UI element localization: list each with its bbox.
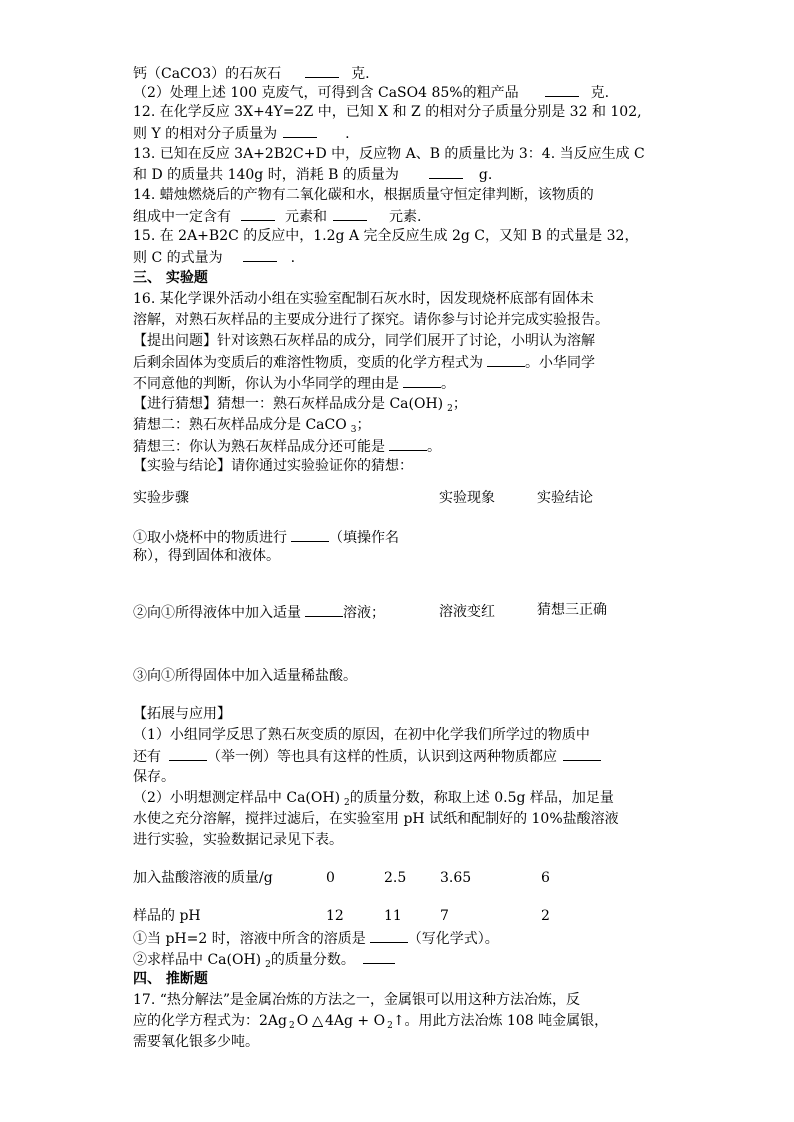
q16-line3: 【提出问题】针对该熟石灰样品的成分，同学们展开了讨论，小明认为溶解: [133, 333, 595, 349]
data-row1-label: 加入盐酸溶液的质量/g: [133, 870, 273, 886]
text: .: [290, 250, 296, 266]
text: （2）小明想测定样品中 Ca(OH): [133, 790, 341, 806]
text: 【进行猜想】猜想一：熟石灰样品成分是 Ca(OH): [133, 396, 444, 412]
subscript: 2: [288, 1021, 295, 1031]
line-q15: [133, 226, 638, 246]
subscript: 2: [387, 1021, 393, 1031]
text: 元素.: [389, 209, 422, 225]
table-header-conclusion: 实验结论: [537, 490, 593, 506]
expand-p1-line2: [133, 746, 601, 767]
text: O: [296, 1013, 309, 1029]
q16-line9: 【实验与结论】请你通过实验验证你的猜想：: [133, 458, 413, 474]
table-row2-phenomenon: 溶液变红: [439, 604, 495, 620]
text: 4Ag + O: [324, 1013, 386, 1029]
text: ①取小烧杯中的物质进行: [133, 530, 287, 546]
text: ；: [356, 417, 371, 433]
expand-p2-line3: 进行实验，实验数据记录见下表。: [133, 832, 343, 848]
text: 猜想三：你认为熟石灰样品成分还可能是: [133, 439, 385, 455]
subscript: 2: [344, 798, 350, 808]
subscript: 3: [350, 425, 357, 435]
section-heading-experiment: 三、 实验题: [133, 270, 208, 286]
q16-line1: 16. 某化学课外活动小组在实验室配制石灰水时，因发现烧杯底部有固体未: [133, 291, 594, 307]
q17-line3: 需要氧化银多少吨。: [133, 1034, 259, 1050]
line-q11-part2: [133, 82, 609, 103]
table-header-steps: 实验步骤: [133, 490, 189, 506]
text: （填操作名: [329, 530, 399, 546]
table-row1-step-cont: 称），得到固体和液体。: [133, 548, 280, 564]
text: 组成中一定含有: [133, 209, 231, 225]
text: 克.: [590, 85, 610, 101]
q16-line8: [133, 436, 441, 457]
data-row2-cell: 12: [326, 908, 344, 924]
text: 12. 在化学反应 3X+4Y=2Z 中，已知 X 和 Z 的相对分子质量分别是 32 和 102,: [133, 104, 642, 120]
text: g.: [478, 167, 493, 183]
text: ；: [452, 396, 467, 412]
text: 克.: [351, 66, 370, 82]
text: 猜想二：熟石灰样品成分是 CaCO: [133, 417, 347, 433]
text: （写化学式）。: [407, 931, 499, 947]
expand-p1-line1: （1）小组同学反思了熟石灰变质的原因，在初中化学我们所学过的物质中: [133, 727, 590, 743]
answer-blank[interactable]: [283, 123, 317, 138]
data-row1-cell: 2.5: [384, 870, 407, 886]
line-q11-part1: [133, 63, 370, 84]
section-heading-inference: 四、 推断题: [133, 971, 208, 987]
q16-line5: [133, 373, 455, 394]
text: 14. 蜡烛燃烧后的产物有二氧化碳和水，根据质量守恒定律判断，该物质的: [133, 187, 594, 203]
text: 则 C 的式量为: [133, 250, 223, 266]
answer-blank[interactable]: [429, 164, 463, 179]
data-row2-cell: 11: [384, 908, 402, 924]
text: .: [345, 126, 350, 142]
line-q13-cont: [133, 164, 492, 185]
text: ①当 pH=2 时，溶液中所含的溶质是: [133, 931, 366, 947]
answer-blank[interactable]: [487, 352, 525, 367]
line-q15-cont: [133, 247, 295, 268]
line-q13: [133, 144, 645, 164]
answer-blank[interactable]: [305, 63, 339, 78]
table-row1-step: [133, 527, 399, 548]
data-row1-cell: 0: [326, 870, 335, 886]
text: 不同意他的判断，你认为小华同学的理由是: [133, 376, 399, 392]
text: （举一例）等也具有这样的性质，认识到这两种物质都应: [207, 749, 557, 765]
text: 和 D 的质量共 140g 时，消耗 B 的质量为: [133, 167, 399, 183]
data-row2-label: 样品的 pH: [133, 908, 201, 924]
answer-blank[interactable]: [291, 527, 329, 542]
text: ②向①所得液体中加入适量: [133, 605, 301, 621]
subscript: 2: [447, 404, 453, 414]
text: 则 Y 的相对分子质量为: [133, 126, 278, 142]
answer-blank[interactable]: [389, 436, 427, 451]
answer-blank[interactable]: [363, 949, 395, 964]
expand-p1-line3: 保存。: [133, 769, 175, 785]
answer-blank[interactable]: [241, 206, 275, 221]
table-row3-step: ③向①所得固体中加入适量稀盐酸。: [133, 668, 357, 684]
text: ②求样品中 Ca(OH): [133, 952, 262, 968]
text: 元素和: [285, 209, 327, 225]
subscript: 2: [265, 960, 271, 970]
text: 。: [441, 376, 455, 392]
expand-p2-line2: 水使之充分溶解，搅拌过滤后，在实验室用 pH 试纸和配制好的 10%盐酸溶液: [133, 811, 619, 827]
text: 的质量分数，称取上述 0.5g 样品，加足量: [349, 790, 614, 806]
text: 13. 已知在反应 3A+2B2C+D 中，反应物 A、B 的质量比为 3：4. 当反应生成 C: [133, 146, 645, 162]
text: （2）处理上述 100 克废气，可得到含 CaSO4 85%的粗产品: [133, 85, 519, 101]
answer-blank[interactable]: [403, 373, 441, 388]
answer-blank[interactable]: [333, 206, 367, 221]
text: 还有: [133, 749, 161, 765]
heat-triangle-icon: △: [312, 1013, 323, 1029]
text: 15. 在 2A+B2C 的反应中，1.2g A 完全反应生成 2g C，又知 B 的式量是 32，: [133, 228, 639, 244]
table-row2-step: [133, 602, 385, 623]
answer-blank[interactable]: [370, 928, 408, 943]
q17-line1: 17. “热分解法”是金属冶炼的方法之一，金属银可以用这种方法冶炼，反: [133, 992, 581, 1008]
expand-title: 【拓展与应用】: [133, 706, 231, 722]
data-row2-cell: 7: [440, 908, 449, 924]
answer-blank[interactable]: [305, 602, 343, 617]
line-q14: [133, 185, 594, 205]
line-q14-cont: [133, 206, 421, 227]
table-row2-conclusion: 猜想三正确: [537, 602, 607, 618]
line-q12-cont: [133, 123, 350, 144]
text: 的质量分数。: [270, 952, 355, 968]
answer-blank[interactable]: [563, 746, 601, 761]
data-row2-cell: 2: [541, 908, 550, 924]
answer-blank[interactable]: [545, 82, 579, 97]
table-header-phenomenon: 实验现象: [439, 490, 495, 506]
answer-blank[interactable]: [243, 247, 277, 262]
text: 。小华同学: [525, 355, 595, 371]
text: 后剩余固体为变质后的难溶性物质，变质的化学方程式为: [133, 355, 483, 371]
text: ↑。用此方法冶炼 108 吨金属银，: [392, 1013, 609, 1029]
text: 。: [427, 439, 441, 455]
after-q1: [133, 928, 499, 949]
text: 溶液；: [343, 605, 385, 621]
q16-line2: 溶解，对熟石灰样品的主要成分进行了探究。请你参与讨论并完成实验报告。: [133, 312, 609, 328]
answer-blank[interactable]: [169, 746, 207, 761]
line-q12: [133, 102, 642, 122]
text: 应的化学方程式为：2Ag: [133, 1013, 287, 1029]
q16-line4: [133, 352, 595, 373]
text: 钙（CaCO3）的石灰石: [133, 66, 282, 82]
data-row1-cell: 6: [541, 870, 550, 886]
data-row1-cell: 3.65: [440, 870, 472, 886]
